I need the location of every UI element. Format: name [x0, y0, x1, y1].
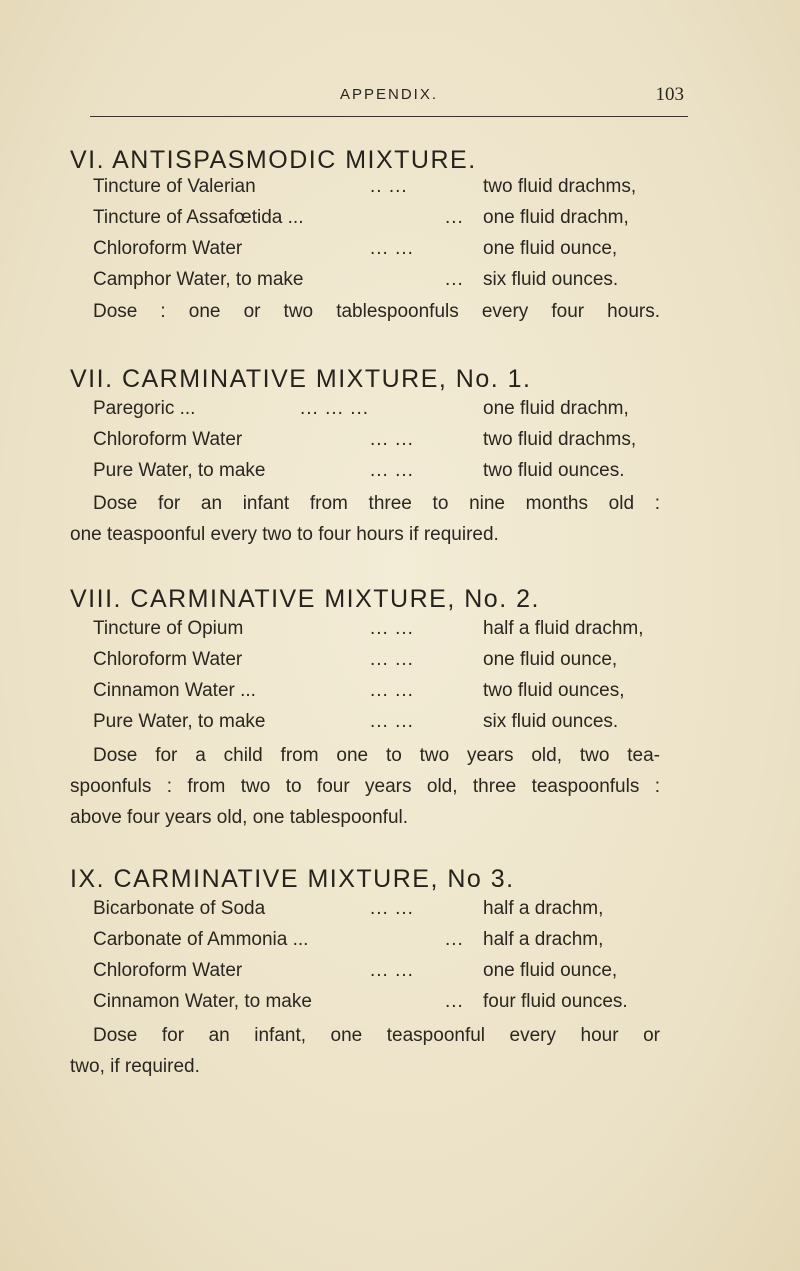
leader-dots: ... ... — [370, 711, 414, 732]
leader-dots: ... ... — [370, 238, 414, 259]
leader-dots: ... — [445, 269, 464, 290]
leader-dots: ... ... ... — [300, 398, 370, 419]
dose-text — [70, 1020, 660, 1082]
section-heading: IX. CARMINATIVE MIXTURE, No 3. — [70, 865, 515, 893]
dose-line: Dose for a child from one to two years old, two tea- — [93, 745, 660, 766]
ingredient-quantity: six fluid ounces. — [483, 711, 619, 732]
leader-dots: ... — [445, 929, 464, 950]
ingredient-name: Bicarbonate of Soda — [93, 898, 266, 919]
ingredient-quantity: two fluid ounces, — [483, 680, 625, 701]
ingredient-quantity: one fluid ounce, — [483, 238, 618, 259]
ingredient-quantity: half a drachm, — [483, 929, 604, 950]
ingredient-quantity: half a fluid drachm, — [483, 618, 644, 639]
leader-dots: ... ... — [370, 649, 414, 670]
section-heading: VI. ANTISPASMODIC MIXTURE. — [70, 146, 477, 174]
ingredient-name: Pure Water, to make — [93, 711, 266, 732]
leader-dots: .. ... — [370, 176, 408, 197]
ingredient-name: Pure Water, to make — [93, 460, 266, 481]
ingredient-quantity: one fluid ounce, — [483, 649, 618, 670]
ingredient-quantity: six fluid ounces. — [483, 269, 619, 290]
section-heading: VIII. CARMINATIVE MIXTURE, No. 2. — [70, 585, 540, 613]
ingredient-name: Tincture of Valerian — [93, 176, 256, 197]
ingredient-quantity: one fluid drachm, — [483, 398, 629, 419]
leader-dots: ... — [445, 207, 464, 228]
ingredient-quantity: one fluid ounce, — [483, 960, 618, 981]
ingredient-name: Chloroform Water — [93, 649, 243, 670]
ingredient-quantity: four fluid ounces. — [483, 991, 628, 1012]
page-number: 103 — [655, 84, 684, 105]
ingredient-name: Chloroform Water — [93, 429, 243, 450]
leader-dots: ... ... — [370, 618, 414, 639]
dose-text — [70, 296, 660, 327]
ingredient-quantity: two fluid drachms, — [483, 176, 637, 197]
leader-dots: ... — [445, 991, 464, 1012]
dose-line: above four years old, one tablespoonful. — [70, 807, 409, 828]
dose-line: two, if required. — [70, 1056, 200, 1077]
ingredient-name: Tincture of Opium — [93, 618, 244, 639]
dose-text — [70, 740, 660, 833]
dose-line: spoonfuls : from two to four years old, three teaspoonfuls : — [70, 776, 660, 797]
running-head-title: APPENDIX. — [339, 86, 439, 103]
ingredient-quantity: two fluid ounces. — [483, 460, 625, 481]
dose-line: Dose for an infant from three to nine months old : — [93, 493, 660, 514]
ingredient-name: Chloroform Water — [93, 238, 243, 259]
ingredient-name: Cinnamon Water, to make — [93, 991, 312, 1012]
ingredient-name: Paregoric ... — [93, 398, 196, 419]
ingredient-name: Tincture of Assafœtida ... — [93, 207, 304, 228]
ingredient-name: Carbonate of Ammonia ... — [93, 929, 309, 950]
running-head — [90, 86, 688, 117]
leader-dots: ... ... — [370, 680, 414, 701]
leader-dots: ... ... — [370, 460, 414, 481]
ingredient-quantity: two fluid drachms, — [483, 429, 637, 450]
ingredient-name: Camphor Water, to make — [93, 269, 304, 290]
leader-dots: ... ... — [370, 429, 414, 450]
dose-line: Dose for an infant, one teaspoonful every hour or — [93, 1025, 660, 1046]
ingredient-name: Cinnamon Water ... — [93, 680, 256, 701]
dose-line: Dose : one or two tablespoonfuls every four hours. — [93, 301, 660, 322]
dose-text — [70, 488, 660, 550]
leader-dots: ... ... — [370, 960, 414, 981]
dose-line: one teaspoonful every two to four hours if required. — [70, 524, 499, 545]
ingredient-quantity: half a drachm, — [483, 898, 604, 919]
section-heading: VII. CARMINATIVE MIXTURE, No. 1. — [70, 365, 532, 393]
ingredient-name: Chloroform Water — [93, 960, 243, 981]
ingredient-quantity: one fluid drachm, — [483, 207, 629, 228]
leader-dots: ... ... — [370, 898, 414, 919]
